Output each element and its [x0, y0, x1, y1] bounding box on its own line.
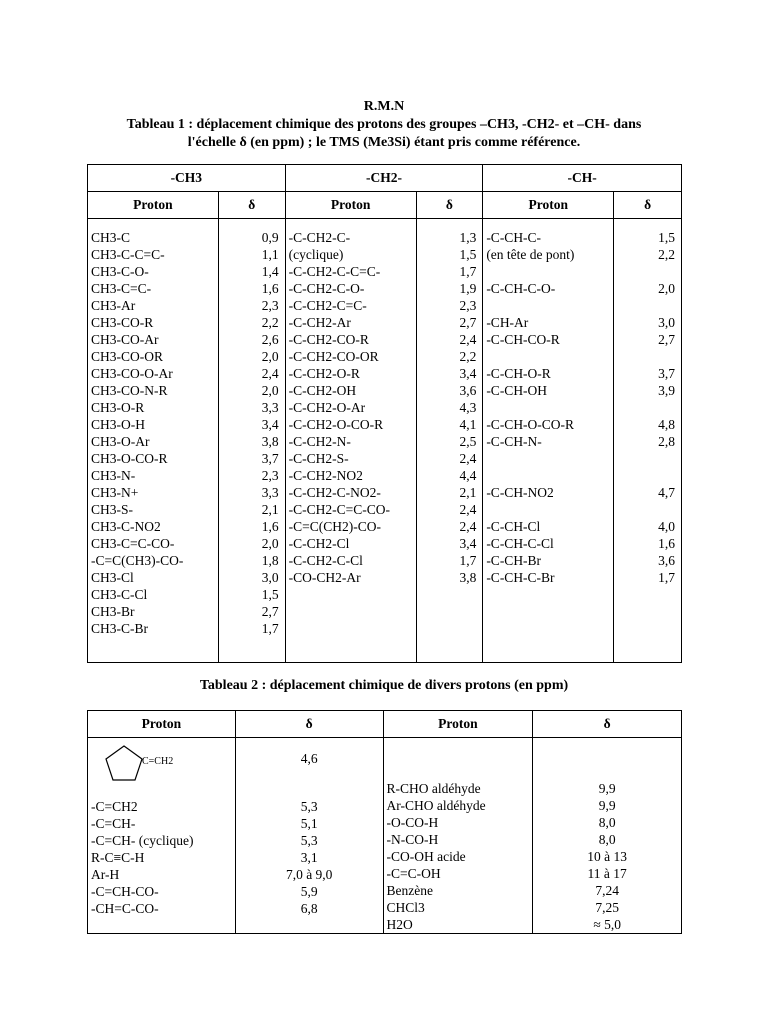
ch2-delta: 3,8 — [459, 570, 477, 585]
ch3-delta: 3,3 — [261, 485, 279, 500]
ch-proton: -CH-Ar — [486, 315, 529, 330]
ch3-proton: CH3-O-R — [91, 400, 145, 415]
col-header-delta: δ — [614, 192, 682, 219]
cyclopentylidene-structure — [88, 738, 235, 798]
ch-delta: 2,2 — [658, 247, 675, 262]
ch2-delta: 3,4 — [459, 536, 477, 551]
table2-delta: 7,25 — [595, 900, 619, 915]
ch-proton — [483, 399, 613, 416]
ch-proton: -C-CH-Cl — [486, 519, 541, 534]
ring-substituent-label: C=CH2 — [142, 756, 174, 767]
ch2-delta: 2,2 — [459, 349, 477, 364]
ch-proton: -C-CH-C-Cl — [486, 536, 554, 551]
ch-delta: 2,8 — [658, 434, 675, 449]
table2-delta: 7,24 — [595, 883, 619, 898]
table2-right-delta-list — [533, 738, 681, 933]
table2-delta: ≈ 5,0 — [593, 917, 621, 932]
ch-delta — [614, 450, 681, 467]
ch-proton: -C-CH-C-O- — [486, 281, 556, 296]
ch2-delta: 1,9 — [459, 281, 477, 296]
ch2-proton: -C-CH2-Cl — [288, 536, 350, 551]
table2-left-delta-list — [236, 798, 383, 917]
ch3-delta: 2,4 — [261, 366, 279, 381]
table2-delta: 8,0 — [598, 815, 616, 830]
ch-proton — [483, 263, 613, 280]
ch-proton — [483, 501, 613, 518]
ch2-proton: -C-CH2-Ar — [288, 315, 351, 330]
ch3-proton: CH3-S- — [91, 502, 134, 517]
table2-proton: -O-CO-H — [386, 815, 439, 830]
ch2-delta: 2,4 — [459, 502, 477, 517]
ch3-proton: CH3-C-Br — [91, 621, 148, 636]
ch3-delta: 2,1 — [261, 502, 279, 517]
ch-delta: 2,0 — [658, 281, 675, 296]
ch2-proton: -C-CH2-C-Cl — [288, 553, 363, 568]
ch3-delta: 2,7 — [261, 604, 279, 619]
table2-proton: CHCl3 — [386, 900, 425, 915]
table2-delta: 7,0 à 9,0 — [285, 867, 333, 882]
ch2-delta: 1,7 — [459, 264, 477, 279]
ch3-delta: 2,3 — [261, 298, 279, 313]
ch-delta: 3,0 — [658, 315, 675, 330]
ch3-delta: 2,0 — [261, 383, 279, 398]
ch-delta: 1,5 — [658, 230, 675, 245]
col-header-delta: δ — [533, 711, 682, 738]
ch2-proton: -C-CH2-O-R — [288, 366, 360, 381]
ch3-proton: CH3-Ar — [91, 298, 136, 313]
ch3-proton: CH3-C — [91, 230, 131, 245]
table1-caption-line1: Tableau 1 : déplacement chimique des protons des groupes –CH3, -CH2- et –CH- dans — [126, 117, 642, 132]
ch-proton: -C-CH-N- — [486, 434, 542, 449]
ch2-delta: 2,4 — [459, 519, 477, 534]
table2-proton: -C=C-OH — [386, 866, 441, 881]
ch3-proton: CH3-C=C-CO- — [91, 536, 175, 551]
ch2-delta: 3,4 — [459, 366, 477, 381]
table2-delta: 3,1 — [300, 850, 318, 865]
ch3-proton: CH3-CO-O-Ar — [91, 366, 173, 381]
table2-delta: 8,0 — [598, 832, 616, 847]
ch-proton — [483, 348, 613, 365]
ch3-proton: CH3-CO-R — [91, 315, 154, 330]
ch3-proton: CH3-C-C=C- — [91, 247, 165, 262]
ch3-proton-list — [88, 229, 218, 637]
ch-delta-list — [614, 229, 681, 586]
table2 — [87, 710, 682, 934]
table2-delta: 5,1 — [300, 816, 318, 831]
col-header-proton: Proton — [383, 711, 533, 738]
ch2-delta: 1,7 — [459, 553, 477, 568]
table2-proton: -C=CH2 — [91, 799, 138, 814]
ch3-proton: CH3-CO-OR — [91, 349, 164, 364]
ch2-delta-list — [417, 229, 483, 586]
ch3-delta: 3,3 — [261, 400, 279, 415]
ch-delta — [614, 501, 681, 518]
table1 — [87, 164, 682, 663]
ch3-delta: 2,6 — [261, 332, 279, 347]
table2-proton: R-C≡C-H — [91, 850, 145, 865]
ch3-delta: 2,0 — [261, 349, 279, 364]
col-header-proton: Proton — [88, 711, 236, 738]
table2-proton: -C=CH- — [91, 816, 136, 831]
ch-proton — [483, 450, 613, 467]
table1-caption-line2: l'échelle δ (en ppm) ; le TMS (Me3Si) étant pris comme référence. — [187, 135, 581, 150]
ch2-proton: -C-CH2-C=C-CO- — [288, 502, 391, 517]
ch-proton: -C-CH-C- — [486, 230, 542, 245]
ch-proton: -C-CH-NO2 — [486, 485, 554, 500]
ch2-delta: 2,4 — [459, 451, 477, 466]
ch2-proton: -C-CH2-OH — [288, 383, 357, 398]
table2-delta: 9,9 — [598, 781, 616, 796]
table2-proton: -N-CO-H — [386, 832, 439, 847]
table2-proton: -CH=C-CO- — [91, 901, 159, 916]
ch2-delta: 4,1 — [459, 417, 477, 432]
ch2-proton: -CO-CH2-Ar — [288, 570, 361, 585]
group-header-ch3: -CH3 — [88, 165, 286, 192]
table2-proton: H2O — [386, 917, 413, 932]
ch3-proton: CH3-Br — [91, 604, 135, 619]
ch-delta — [614, 399, 681, 416]
ch2-delta: 2,3 — [459, 298, 477, 313]
ch3-delta-list — [219, 229, 285, 637]
ring-delta: 4,6 — [300, 751, 318, 766]
col-header-proton: Proton — [483, 192, 614, 219]
ch3-proton: CH3-N- — [91, 468, 136, 483]
ch-delta: 4,8 — [658, 417, 675, 432]
ch-proton: (en tête de pont) — [486, 247, 575, 262]
ch2-delta: 2,5 — [459, 434, 477, 449]
ch-delta: 1,6 — [658, 536, 675, 551]
table2-right-proton-list — [384, 738, 533, 933]
col-header-proton: Proton — [88, 192, 219, 219]
ch2-proton: -C-CH2-CO-R — [288, 332, 369, 347]
ch-delta: 1,7 — [658, 570, 675, 585]
ch3-proton: CH3-O-Ar — [91, 434, 150, 449]
ch2-proton: -C-CH2-C-C=C- — [288, 264, 381, 279]
ch3-delta: 0,9 — [261, 230, 279, 245]
ch3-delta: 1,8 — [261, 553, 279, 568]
ch2-proton: -C-CH2-S- — [288, 451, 349, 466]
table2-delta: 10 à 13 — [587, 849, 628, 864]
ch3-delta: 3,7 — [261, 451, 279, 466]
cyclopentane-ring-icon — [102, 742, 146, 786]
ch-delta: 4,7 — [658, 485, 675, 500]
ch-proton — [483, 467, 613, 484]
ch3-proton: CH3-C=C- — [91, 281, 152, 296]
ch3-delta: 1,4 — [261, 264, 279, 279]
ch2-delta: 4,4 — [459, 468, 477, 483]
ch-delta — [614, 467, 681, 484]
ch-delta: 3,9 — [658, 383, 675, 398]
table2-delta: 9,9 — [598, 798, 616, 813]
table2-delta: 5,3 — [300, 799, 318, 814]
ch-proton: -C-CH-Br — [486, 553, 542, 568]
ch2-delta: 4,3 — [459, 400, 477, 415]
ch2-delta: 3,6 — [459, 383, 477, 398]
ch-delta: 3,7 — [658, 366, 675, 381]
col-header-proton: Proton — [285, 192, 416, 219]
ch3-proton: CH3-O-H — [91, 417, 145, 432]
ch2-delta: 1,5 — [459, 247, 477, 262]
ch2-proton: -C-CH2-C=C- — [288, 298, 367, 313]
ring-delta-wrap — [236, 738, 383, 798]
ch3-delta: 1,6 — [261, 281, 279, 296]
ch3-delta: 3,4 — [261, 417, 279, 432]
ch2-proton: -C-CH2-C-NO2- — [288, 485, 381, 500]
ch2-proton: -C-CH2-N- — [288, 434, 351, 449]
table2-proton: -CO-OH acide — [386, 849, 466, 864]
table2-delta: 5,9 — [300, 884, 318, 899]
ch3-proton: CH3-C-NO2 — [91, 519, 161, 534]
table2-proton: Ar-H — [91, 867, 120, 882]
group-header-ch2: -CH2- — [285, 165, 483, 192]
ch2-delta: 1,3 — [459, 230, 477, 245]
table2-proton: -C=CH-CO- — [91, 884, 159, 899]
ch3-delta: 2,0 — [261, 536, 279, 551]
ch-delta: 3,6 — [658, 553, 675, 568]
ch2-proton: (cyclique) — [288, 247, 344, 262]
table2-proton: Ar-CHO aldéhyde — [386, 798, 486, 813]
table2-proton: R-CHO aldéhyde — [386, 781, 481, 796]
ch-delta — [614, 348, 681, 365]
ch3-delta: 2,3 — [261, 468, 279, 483]
ch3-delta: 2,2 — [261, 315, 279, 330]
ch-proton-list — [483, 229, 613, 586]
ch3-proton: CH3-N+ — [91, 485, 139, 500]
ch-proton: -C-CH-OH — [486, 383, 548, 398]
table2-proton: Benzène — [386, 883, 433, 898]
ch3-delta: 3,0 — [261, 570, 279, 585]
ch2-proton: -C-CH2-NO2 — [288, 468, 363, 483]
ch3-delta: 1,5 — [261, 587, 279, 602]
col-header-delta: δ — [218, 192, 285, 219]
ch-proton: -C-CH-CO-R — [486, 332, 560, 347]
table2-left-proton-list — [88, 798, 235, 917]
ch2-proton: -C-CH2-C- — [288, 230, 351, 245]
table2-caption: Tableau 2 : déplacement chimique de divers protons (en ppm) — [199, 678, 569, 693]
ch-proton: -C-CH-O-R — [486, 366, 551, 381]
ch3-delta: 3,8 — [261, 434, 279, 449]
ch2-proton: -C=C(CH2)-CO- — [288, 519, 381, 534]
ch3-delta: 1,6 — [261, 519, 279, 534]
ch-delta: 2,7 — [658, 332, 675, 347]
ch2-proton: -C-CH2-O-Ar — [288, 400, 366, 415]
ch3-proton: CH3-CO-N-R — [91, 383, 168, 398]
table2-proton: -C=CH- (cyclique) — [91, 833, 194, 848]
ch2-delta: 2,4 — [459, 332, 477, 347]
ch3-delta: 1,7 — [261, 621, 279, 636]
group-header-ch: -CH- — [483, 165, 682, 192]
ch2-proton: -C-CH2-C-O- — [288, 281, 365, 296]
ch-delta — [614, 263, 681, 280]
ch-proton: -C-CH-O-CO-R — [486, 417, 575, 432]
ch3-proton: CH3-C-Cl — [91, 587, 148, 602]
ch-proton: -C-CH-C-Br — [486, 570, 555, 585]
ch3-proton: CH3-Cl — [91, 570, 134, 585]
ch3-proton: CH3-O-CO-R — [91, 451, 168, 466]
table2-delta: 6,8 — [300, 901, 318, 916]
col-header-delta: δ — [235, 711, 383, 738]
ch2-proton-list — [286, 229, 416, 586]
ch-delta — [614, 297, 681, 314]
ch2-proton: -C-CH2-CO-OR — [288, 349, 379, 364]
ch2-delta: 2,1 — [459, 485, 477, 500]
table2-delta: 11 à 17 — [587, 866, 627, 881]
ch-delta: 4,0 — [658, 519, 675, 534]
col-header-delta: δ — [416, 192, 483, 219]
ch3-delta: 1,1 — [261, 247, 279, 262]
ch3-proton: CH3-CO-Ar — [91, 332, 159, 347]
ch2-delta: 2,7 — [459, 315, 477, 330]
ch2-proton: -C-CH2-O-CO-R — [288, 417, 384, 432]
ch-proton — [483, 297, 613, 314]
ch3-proton: -C=C(CH3)-CO- — [91, 553, 184, 568]
page-header — [60, 98, 708, 152]
table2-delta: 5,3 — [300, 833, 318, 848]
page-title: R.M.N — [363, 99, 405, 114]
ch3-proton: CH3-C-O- — [91, 264, 149, 279]
